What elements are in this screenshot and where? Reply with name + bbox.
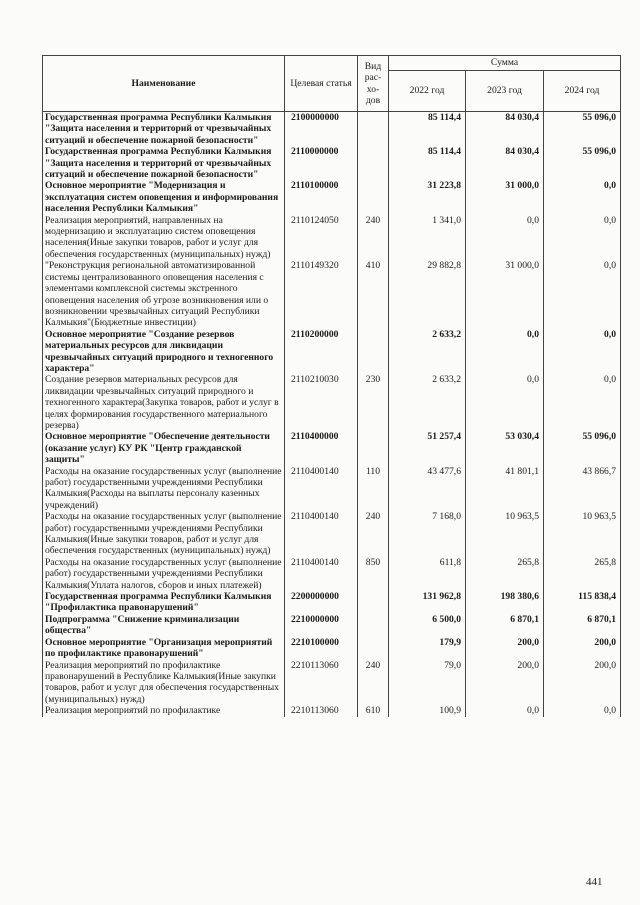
row-expense-type (358, 431, 389, 465)
table-row (43, 146, 621, 180)
budget-table (42, 55, 621, 717)
row-expense-type: 230 (358, 374, 389, 431)
row-target-article: 2110100000 (285, 180, 358, 214)
table-row (43, 329, 621, 375)
row-expense-type (358, 637, 389, 660)
table-row (43, 260, 621, 328)
row-sum-2022: 1 341,0 (389, 215, 466, 261)
row-name: Государственная программа Республики Калмыкия "Профилактика правонарушений" (43, 591, 285, 614)
row-target-article: 2210000000 (285, 614, 358, 637)
row-name: Расходы на оказание государственных услуг (выполнение работ) государственными учреждениями Республики Калмыкия(Расходы на выплаты персоналу казенных учреждений) (43, 466, 285, 512)
row-sum-2023: 84 030,4 (466, 112, 544, 147)
row-sum-2023: 0,0 (466, 329, 544, 375)
row-name: Основное мероприятие "Организация мероприятий по профилактике правонарушений" (43, 637, 285, 660)
row-name: Основное мероприятие "Обеспечение деятельности (оказание услуг) КУ РК "Центр гражданской защиты" (43, 431, 285, 465)
row-name: Подпрограмма "Снижение криминализации общества" (43, 614, 285, 637)
row-target-article: 2110400140 (285, 557, 358, 591)
table-row (43, 466, 621, 512)
row-expense-type (358, 591, 389, 614)
header-sum: Сумма (389, 56, 621, 71)
row-sum-2022: 43 477,6 (389, 466, 466, 512)
row-expense-type (358, 329, 389, 375)
row-name: Расходы на оказание государственных услуг (выполнение работ) государственными учреждениями Республики Калмыкия(Иные закупки товаров, работ и услуг для обеспечения государственных (муниципальных) нужд) (43, 511, 285, 557)
row-expense-type: 110 (358, 466, 389, 512)
row-expense-type (358, 146, 389, 180)
row-target-article: 2100000000 (285, 112, 358, 147)
row-name: Государственная программа Республики Калмыкия "Защита населения и территорий от чрезвычайных ситуаций и обеспечение пожарной безопасности" (43, 146, 285, 180)
row-sum-2022: 85 114,4 (389, 146, 466, 180)
row-target-article: 2110000000 (285, 146, 358, 180)
row-sum-2022: 29 882,8 (389, 260, 466, 328)
row-sum-2023: 0,0 (466, 705, 544, 716)
row-target-article: 2110400140 (285, 511, 358, 557)
row-target-article: 2110400000 (285, 431, 358, 465)
table-row (43, 637, 621, 660)
row-target-article: 2210100000 (285, 637, 358, 660)
table-row (43, 215, 621, 261)
row-target-article: 2110200000 (285, 329, 358, 375)
row-sum-2024: 55 096,0 (544, 112, 621, 147)
row-sum-2023: 31 000,0 (466, 180, 544, 214)
row-target-article: 2110400140 (285, 466, 358, 512)
row-name: Государственная программа Республики Калмыкия "Защита населения и территорий от чрезвычайных ситуаций и обеспечение пожарной безопасности" (43, 112, 285, 147)
header-year-2023: 2023 год (466, 71, 544, 112)
row-sum-2022: 7 168,0 (389, 511, 466, 557)
row-sum-2024: 200,0 (544, 637, 621, 660)
row-name: "Реконструкция региональной автоматизированной системы централизованного оповещения населения с элементами комплексной системы экстренного оповещения населения об угрозе возникновения или о возникновении чрезвычайных ситуаций Республики Калмыкия"(Бюджетные инвестиции) (43, 260, 285, 328)
row-sum-2023: 198 380,6 (466, 591, 544, 614)
page-number: 441 (586, 876, 603, 888)
row-expense-type (358, 180, 389, 214)
row-sum-2023: 0,0 (466, 215, 544, 261)
table-row (43, 511, 621, 557)
row-sum-2023: 0,0 (466, 374, 544, 431)
table-row (43, 431, 621, 465)
row-name: Создание резервов материальных ресурсов для ликвидации чрезвычайных ситуаций природного и техногенного характера(Закупка товаров, работ и услуг в целях формирования государственного материального резерва) (43, 374, 285, 431)
row-sum-2022: 6 500,0 (389, 614, 466, 637)
row-target-article: 2210113060 (285, 660, 358, 706)
row-sum-2024: 0,0 (544, 180, 621, 214)
row-name: Основное мероприятие "Создание резервов материальных ресурсов для ликвидации чрезвычайных ситуаций природного и техногенного характера" (43, 329, 285, 375)
row-sum-2023: 265,8 (466, 557, 544, 591)
table-row (43, 591, 621, 614)
row-sum-2022: 51 257,4 (389, 431, 466, 465)
row-sum-2022: 85 114,4 (389, 112, 466, 147)
row-sum-2024: 43 866,7 (544, 466, 621, 512)
table-body (43, 112, 621, 717)
row-sum-2023: 53 030,4 (466, 431, 544, 465)
row-name: Основное мероприятие "Модернизация и эксплуатация систем оповещения и информирования населения Республики Калмыкия" (43, 180, 285, 214)
table-row (43, 374, 621, 431)
table-row (43, 180, 621, 214)
row-sum-2024: 55 096,0 (544, 146, 621, 180)
row-sum-2024: 115 838,4 (544, 591, 621, 614)
header-expense-type: Вид рас-хо-дов (358, 56, 389, 112)
row-target-article: 2210113060 (285, 705, 358, 716)
table-row (43, 705, 621, 716)
row-name: Расходы на оказание государственных услуг (выполнение работ) государственными учреждениями Республики Калмыкия(Уплата налогов, сборов и иных платежей) (43, 557, 285, 591)
row-name: Реализация мероприятий по профилактике (43, 705, 285, 716)
row-sum-2024: 10 963,5 (544, 511, 621, 557)
row-expense-type (358, 614, 389, 637)
row-sum-2023: 6 870,1 (466, 614, 544, 637)
row-sum-2022: 100,9 (389, 705, 466, 716)
table-row (43, 112, 621, 147)
header-year-2022: 2022 год (389, 71, 466, 112)
row-target-article: 2110210030 (285, 374, 358, 431)
row-sum-2023: 200,0 (466, 637, 544, 660)
header-name: Наименование (43, 56, 285, 112)
row-sum-2024: 0,0 (544, 260, 621, 328)
table-row (43, 614, 621, 637)
row-target-article: 2200000000 (285, 591, 358, 614)
row-sum-2023: 10 963,5 (466, 511, 544, 557)
row-expense-type: 610 (358, 705, 389, 716)
row-target-article: 2110149320 (285, 260, 358, 328)
row-sum-2022: 2 633,2 (389, 329, 466, 375)
row-sum-2024: 200,0 (544, 660, 621, 706)
row-sum-2024: 265,8 (544, 557, 621, 591)
row-target-article: 2110124050 (285, 215, 358, 261)
row-expense-type: 410 (358, 260, 389, 328)
row-sum-2024: 0,0 (544, 329, 621, 375)
row-expense-type: 240 (358, 511, 389, 557)
row-sum-2022: 31 223,8 (389, 180, 466, 214)
row-sum-2023: 200,0 (466, 660, 544, 706)
table-header (43, 56, 621, 112)
row-sum-2024: 6 870,1 (544, 614, 621, 637)
row-name: Реализация мероприятий, направленных на модернизацию и эксплуатацию систем оповещения населения(Иные закупки товаров, работ и услуг для обеспечения государственных (муниципальных) нужд) (43, 215, 285, 261)
row-sum-2023: 41 801,1 (466, 466, 544, 512)
row-sum-2023: 31 000,0 (466, 260, 544, 328)
row-sum-2022: 131 962,8 (389, 591, 466, 614)
row-sum-2022: 2 633,2 (389, 374, 466, 431)
row-sum-2024: 0,0 (544, 215, 621, 261)
row-sum-2024: 0,0 (544, 374, 621, 431)
row-sum-2022: 179,9 (389, 637, 466, 660)
row-sum-2023: 84 030,4 (466, 146, 544, 180)
row-expense-type: 240 (358, 215, 389, 261)
row-expense-type: 850 (358, 557, 389, 591)
row-sum-2022: 611,8 (389, 557, 466, 591)
row-expense-type: 240 (358, 660, 389, 706)
table-row (43, 660, 621, 706)
table-row (43, 557, 621, 591)
header-target-article: Целевая статья (285, 56, 358, 112)
row-expense-type (358, 112, 389, 147)
row-sum-2024: 0,0 (544, 705, 621, 716)
row-sum-2022: 79,0 (389, 660, 466, 706)
row-name: Реализация мероприятий по профилактике правонарушений в Республике Калмыкия(Иные закупки товаров, работ и услуг для обеспечения государственных (муниципальных) нужд) (43, 660, 285, 706)
row-sum-2024: 55 096,0 (544, 431, 621, 465)
header-year-2024: 2024 год (544, 71, 621, 112)
